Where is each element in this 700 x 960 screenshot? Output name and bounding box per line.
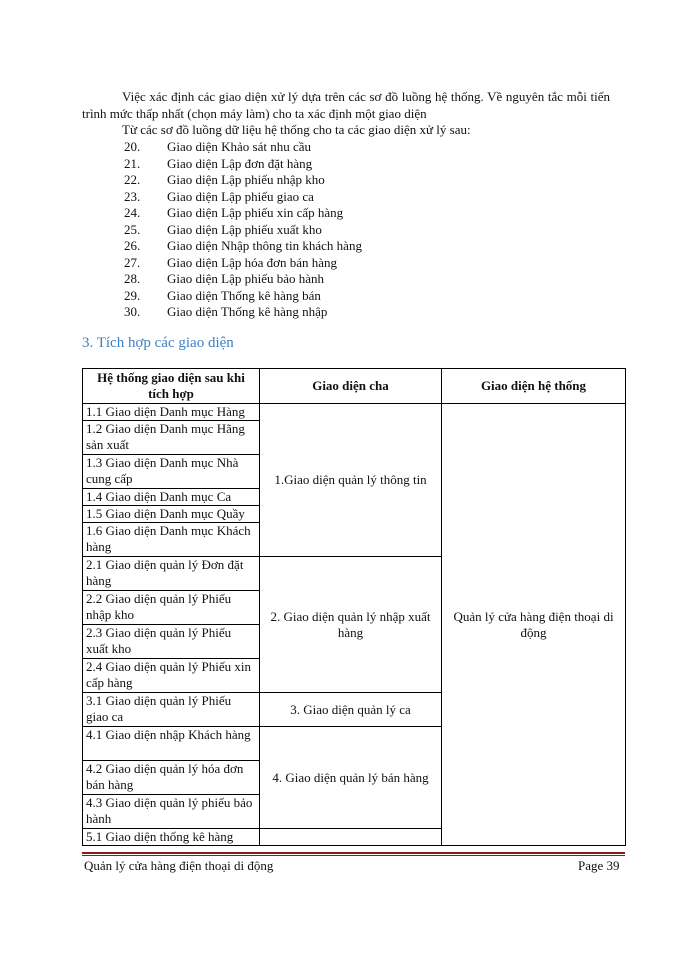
intro-paragraph-1: Việc xác định các giao diện xử lý dựa trên các sơ đồ luồng hệ thống. Về nguyên tắc mỗi tiến trình mức thấp nhất (chọn máy làm) cho ta xác định một giao diện: [82, 89, 610, 121]
header-parent: Giao diện cha: [260, 369, 442, 404]
table-cell: 1.6 Giao diện Danh mục Khách hàng: [83, 523, 260, 557]
table-row: [83, 404, 626, 421]
list-item: 23. Giao diện Lập phiếu giao ca: [124, 188, 314, 204]
parent-cell: 1.Giao diện quản lý thông tin: [260, 404, 442, 557]
table-cell: 1.5 Giao diện Danh mục Quầy: [83, 506, 260, 523]
footer-divider: [82, 852, 625, 854]
footer-divider-thin: [82, 855, 625, 856]
table-cell: 4.1 Giao diện nhập Khách hàng: [83, 727, 260, 761]
header-integrated: Hệ thống giao diện sau khi tích hợp: [83, 369, 260, 404]
table-cell: 3.1 Giao diện quản lý Phiếu giao ca: [83, 693, 260, 727]
list-item: 27. Giao diện Lập hóa đơn bán hàng: [124, 254, 338, 270]
list-item: 20. Giao diện Khảo sát nhu cầu: [124, 139, 312, 154]
list-item: 24. Giao diện Lập phiếu xin cấp hàng: [124, 205, 344, 220]
list-item: 25. Giao diện Lập phiếu xuất kho: [124, 221, 322, 237]
section-title: 3. Tích hợp các giao diện: [82, 335, 234, 351]
table-cell: 1.2 Giao diện Danh mục Hãng sản xuất: [83, 421, 260, 455]
list-item: 26. Giao diện Nhập thông tin khách hàng: [124, 238, 362, 253]
table-cell: 4.2 Giao diện quản lý hóa đơn bán hàng: [83, 761, 260, 795]
table-cell: 1.3 Giao diện Danh mục Nhà cung cấp: [83, 455, 260, 489]
table-header-row: [83, 369, 626, 404]
table-cell: 4.3 Giao diện quản lý phiếu bảo hành: [83, 795, 260, 829]
list-item: 21. Giao diện Lập đơn đặt hàng: [124, 155, 313, 171]
table-cell: 2.4 Giao diện quản lý Phiếu xin cấp hàng: [83, 659, 260, 693]
intro-paragraph-2: Từ các sơ đồ luồng dữ liệu hệ thống cho ta các giao diện xử lý sau:: [122, 122, 471, 137]
parent-cell: 3. Giao diện quản lý ca: [260, 693, 442, 727]
interface-list: [124, 139, 362, 321]
table-cell: 1.1 Giao diện Danh mục Hàng: [83, 404, 260, 421]
table-cell: 1.4 Giao diện Danh mục Ca: [83, 489, 260, 506]
system-cell: Quản lý cửa hàng điện thoại di động: [442, 404, 626, 846]
parent-cell: 4. Giao diện quản lý bán hàng: [260, 727, 442, 829]
table-cell: 5.1 Giao diện thống kê hàng: [83, 829, 260, 846]
header-system: Giao diện hệ thống: [442, 369, 626, 404]
intro-text: [82, 89, 610, 139]
empty-cell: [260, 829, 442, 846]
list-item: 30. Giao diện Thống kê hàng nhập: [124, 304, 328, 319]
integration-table: [82, 368, 626, 846]
list-item: 22. Giao diện Lập phiếu nhập kho: [124, 172, 325, 187]
list-item: 29. Giao diện Thống kê hàng bán: [124, 287, 321, 303]
page-number: Page 39: [578, 858, 620, 873]
table-cell: 2.3 Giao diện quản lý Phiếu xuất kho: [83, 625, 260, 659]
parent-cell: 2. Giao diện quản lý nhập xuất hàng: [260, 557, 442, 693]
table-cell: 2.1 Giao diện quản lý Đơn đặt hàng: [83, 557, 260, 591]
footer-title: Quản lý cửa hàng điện thoại di động: [84, 858, 274, 873]
list-item: 28. Giao diện Lập phiếu bảo hành: [124, 271, 325, 286]
table-cell: 2.2 Giao diện quản lý Phiếu nhập kho: [83, 591, 260, 625]
